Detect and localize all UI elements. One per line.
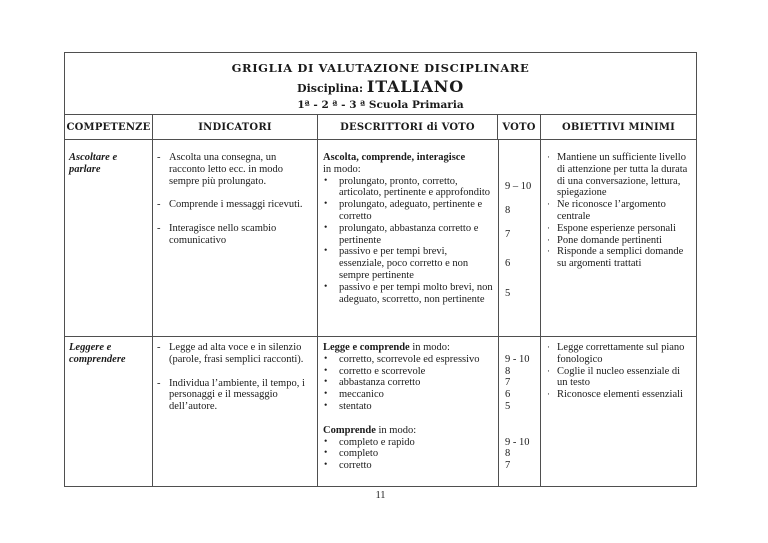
descrittore-row bbox=[318, 389, 540, 401]
descrittore-text: abbastanza corretto bbox=[339, 377, 421, 389]
round-bullet-icon: • bbox=[324, 377, 328, 388]
descrittore-row bbox=[318, 282, 540, 306]
voto-value bbox=[498, 366, 540, 378]
descrittore-bullet bbox=[323, 437, 494, 449]
descrittore-text: stentato bbox=[339, 400, 372, 412]
voto-text: 9 – 10 bbox=[505, 181, 532, 193]
descrittori-group-header bbox=[318, 140, 540, 176]
table-title-block bbox=[65, 53, 696, 114]
column-header-descrittori: DESCRITTORI di VOTO bbox=[318, 115, 498, 139]
round-bullet-icon: • bbox=[324, 246, 328, 257]
round-bullet-icon: • bbox=[324, 460, 328, 471]
voto-value bbox=[498, 223, 540, 247]
indicatore-item bbox=[157, 152, 313, 187]
descrittori-intro-bold: Ascolta, comprende, interagisce bbox=[323, 152, 466, 163]
descrittore-text: completo bbox=[339, 448, 379, 460]
indicatore-item bbox=[157, 342, 313, 366]
obiettivo-text: Riconosce elementi essenziali bbox=[557, 389, 683, 401]
round-bullet-icon: • bbox=[324, 400, 328, 411]
indicatore-text: Individua l’ambiente, il tempo, i personaggi e il messaggio dell’autore. bbox=[169, 377, 305, 413]
descrittore-bullet bbox=[323, 460, 494, 472]
descrittori-intro bbox=[318, 140, 498, 176]
voto-text: 7 bbox=[505, 228, 511, 240]
voto-text: 7 bbox=[505, 377, 511, 389]
dot-bullet-icon: · bbox=[547, 342, 550, 352]
descrittore-row bbox=[318, 199, 540, 223]
column-header-indicatori: INDICATORI bbox=[153, 115, 318, 139]
descrittore-bullet bbox=[323, 199, 494, 223]
descrittore-row bbox=[318, 176, 540, 200]
voto-text: 5 bbox=[505, 287, 511, 299]
cell-obiettivi bbox=[541, 337, 696, 487]
voto-text: 7 bbox=[505, 460, 511, 472]
column-header-row bbox=[65, 114, 696, 140]
descrittore-cell bbox=[318, 401, 498, 413]
indicatore-item bbox=[157, 199, 313, 211]
voto-text: 8 bbox=[505, 448, 511, 460]
voto-value bbox=[498, 401, 540, 413]
voto-value bbox=[498, 354, 540, 366]
descrittore-bullet bbox=[323, 389, 494, 401]
filler-text bbox=[318, 472, 498, 487]
competenza-label: Leggere e comprendere bbox=[69, 342, 126, 365]
discipline-label: Disciplina: bbox=[297, 82, 364, 95]
round-bullet-icon: • bbox=[324, 448, 328, 459]
obiettivo-item bbox=[545, 366, 692, 390]
filler-vote bbox=[498, 472, 540, 487]
dash-bullet-icon: - bbox=[157, 223, 161, 235]
discipline-line bbox=[65, 78, 696, 98]
descrittore-bullet bbox=[323, 354, 494, 366]
obiettivo-item bbox=[545, 342, 692, 366]
descrittore-row bbox=[318, 437, 540, 449]
descrittore-text: corretto bbox=[339, 460, 372, 472]
valutazione-table bbox=[64, 52, 697, 487]
voto-empty bbox=[498, 425, 540, 437]
spacer bbox=[323, 413, 494, 425]
descrittore-cell bbox=[318, 199, 498, 223]
obiettivo-text: Espone esperienze personali bbox=[557, 222, 676, 234]
descrittori-group-header bbox=[318, 337, 540, 354]
voto-value bbox=[498, 377, 540, 389]
descrittore-row bbox=[318, 246, 540, 281]
indicatore-item bbox=[157, 378, 313, 413]
spacer-text bbox=[318, 413, 498, 425]
cell-competenza bbox=[65, 140, 153, 336]
descrittori-group-spacer bbox=[318, 413, 540, 425]
filler-vote bbox=[498, 305, 540, 336]
descrittore-text: passivo e per tempi brevi, essenziale, poco corretto e non sempre pertinente bbox=[339, 246, 469, 281]
cell-obiettivi bbox=[541, 140, 696, 336]
voto-value bbox=[498, 460, 540, 472]
round-bullet-icon: • bbox=[324, 389, 328, 400]
descrittori-intro-rest: in modo: bbox=[323, 163, 361, 175]
descrittore-cell bbox=[318, 246, 498, 281]
descrittore-row bbox=[318, 401, 540, 413]
descrittori-intro-bold: Comprende bbox=[323, 424, 376, 436]
dash-bullet-icon: - bbox=[157, 199, 161, 211]
indicatore-text: Ascolta una consegna, un racconto letto ecc. in modo sempre più prolungato. bbox=[169, 152, 283, 187]
voto-value bbox=[498, 437, 540, 449]
descrittore-bullet bbox=[323, 401, 494, 413]
dot-bullet-icon: · bbox=[547, 234, 550, 245]
dot-bullet-icon: · bbox=[547, 152, 550, 162]
voto-text: 6 bbox=[505, 258, 511, 270]
round-bullet-icon: • bbox=[324, 353, 328, 364]
cell-descrittori-voto bbox=[318, 337, 541, 487]
obiettivo-text: Risponde a semplici domande su argomenti trattati bbox=[557, 246, 684, 270]
table-row bbox=[65, 140, 696, 336]
competenza-label: Ascoltare e parlare bbox=[69, 152, 118, 175]
page-number: 11 bbox=[375, 490, 386, 501]
round-bullet-icon: • bbox=[324, 436, 328, 447]
obiettivo-item bbox=[545, 199, 692, 223]
grade-line: 1ª - 2 ª - 3 ª Scuola Primaria bbox=[297, 99, 464, 111]
descrittore-cell bbox=[318, 460, 498, 472]
obiettivo-text: Coglie il nucleo essenziale di un testo bbox=[557, 365, 681, 389]
obiettivo-item bbox=[545, 223, 692, 235]
descrittore-text: prolungato, adeguato, pertinente e corretto bbox=[339, 199, 483, 222]
descrittore-row bbox=[318, 448, 540, 460]
descrittori-intro-rest: in modo: bbox=[409, 342, 450, 353]
column-header-competenze: COMPETENZE bbox=[65, 115, 153, 139]
document-title: GRIGLIA DI VALUTAZIONE DISCIPLINARE bbox=[231, 61, 530, 75]
descrittore-bullet bbox=[323, 366, 494, 378]
obiettivo-text: Ne riconosce l’argomento centrale bbox=[557, 199, 666, 222]
dot-bullet-icon: · bbox=[547, 199, 550, 210]
obiettivo-text: Mantiene un sufficiente livello di attenzione per tutta la durata di una conversazione, lettura, spiegazione bbox=[557, 152, 688, 199]
descrittore-cell bbox=[318, 354, 498, 366]
descrittore-bullet bbox=[323, 377, 494, 389]
descrittore-bullet bbox=[323, 223, 494, 247]
descrittore-bullet bbox=[323, 448, 494, 460]
round-bullet-icon: • bbox=[324, 199, 328, 210]
voto-empty bbox=[498, 337, 540, 354]
descrittore-text: meccanico bbox=[339, 389, 384, 401]
obiettivo-item bbox=[545, 389, 692, 401]
descrittore-row bbox=[318, 460, 540, 472]
descrittore-cell bbox=[318, 448, 498, 460]
dash-bullet-icon: - bbox=[157, 377, 161, 389]
cell-competenza bbox=[65, 337, 153, 487]
voto-text: 9 - 10 bbox=[505, 353, 530, 365]
cell-indicatori bbox=[153, 140, 318, 336]
voto-value bbox=[498, 246, 540, 281]
dash-bullet-icon: - bbox=[157, 342, 161, 353]
descrittore-row bbox=[318, 377, 540, 389]
cell-indicatori bbox=[153, 337, 318, 487]
obiettivo-text: Legge correttamente sul piano fonologico bbox=[557, 342, 685, 365]
descrittore-cell bbox=[318, 366, 498, 378]
dot-bullet-icon: · bbox=[547, 222, 550, 233]
spacer-vote bbox=[498, 413, 540, 425]
descrittore-cell bbox=[318, 223, 498, 247]
descrittore-text: passivo e per tempi molto brevi, non adeguato, scorretto, non pertinente bbox=[339, 281, 493, 305]
round-bullet-icon: • bbox=[324, 365, 328, 376]
voto-value bbox=[498, 448, 540, 460]
round-bullet-icon: • bbox=[324, 175, 328, 186]
voto-text: 5 bbox=[505, 400, 511, 412]
voto-value bbox=[498, 282, 540, 306]
voto-text: 9 - 10 bbox=[505, 436, 530, 448]
column-header-obiettivi: OBIETTIVI MINIMI bbox=[561, 121, 676, 133]
descrittore-text: prolungato, pronto, corretto, articolato, pertinente e approfondito bbox=[339, 175, 491, 199]
voto-text: 6 bbox=[505, 389, 511, 401]
obiettivo-text: Pone domande pertinenti bbox=[557, 234, 662, 246]
dot-bullet-icon: · bbox=[547, 365, 550, 376]
descrittore-cell bbox=[318, 282, 498, 306]
round-bullet-icon: • bbox=[324, 281, 328, 292]
descrittore-bullet bbox=[323, 176, 494, 200]
descrittori-intro bbox=[318, 425, 498, 437]
descrittori-intro bbox=[318, 337, 498, 354]
voto-value bbox=[498, 389, 540, 401]
dot-bullet-icon: · bbox=[547, 246, 550, 257]
indicatore-text: Comprende i messaggi ricevuti. bbox=[169, 199, 303, 211]
filler-text bbox=[318, 305, 498, 336]
column-header-voto: VOTO bbox=[498, 115, 541, 139]
descrittore-row bbox=[318, 354, 540, 366]
indicatore-text: Legge ad alta voce e in silenzio (parole, frasi semplici racconti). bbox=[169, 342, 304, 365]
descrittori-intro-rest: in modo: bbox=[375, 424, 417, 436]
descrittori-intro-bold: Legge e comprende bbox=[323, 342, 410, 353]
cell-descrittori-voto bbox=[318, 140, 541, 336]
descrittore-text: completo e rapido bbox=[339, 436, 415, 448]
voto-empty bbox=[498, 140, 540, 176]
descrittore-cell bbox=[318, 437, 498, 449]
descrittore-row bbox=[318, 366, 540, 378]
obiettivo-item bbox=[545, 246, 692, 270]
descrittore-cell bbox=[318, 176, 498, 200]
descrittore-text: corretto e scorrevole bbox=[339, 365, 426, 377]
obiettivo-item bbox=[545, 235, 692, 247]
round-bullet-icon: • bbox=[324, 222, 328, 233]
descrittore-row bbox=[318, 223, 540, 247]
descrittore-cell bbox=[318, 389, 498, 401]
descrittore-bullet bbox=[323, 246, 494, 281]
voto-value bbox=[498, 176, 540, 200]
descrittore-text: corretto, scorrevole ed espressivo bbox=[339, 353, 480, 365]
indicatore-text: Interagisce nello scambio comunicativo bbox=[169, 223, 277, 246]
table-body bbox=[65, 140, 696, 487]
descrittore-bullet bbox=[323, 282, 494, 306]
discipline-value: ITALIANO bbox=[366, 77, 464, 96]
descrittore-text: prolungato, abbastanza corretto e pertinente bbox=[339, 222, 479, 246]
table-row bbox=[65, 336, 696, 487]
dash-bullet-icon: - bbox=[157, 152, 161, 163]
obiettivo-item bbox=[545, 152, 692, 199]
voto-value bbox=[498, 199, 540, 223]
dot-bullet-icon: · bbox=[547, 389, 550, 400]
descrittore-cell bbox=[318, 377, 498, 389]
descrittori-filler bbox=[318, 305, 540, 336]
descrittori-group-header bbox=[318, 425, 540, 437]
voto-text: 8 bbox=[505, 205, 511, 217]
indicatore-item bbox=[157, 223, 313, 247]
voto-text: 8 bbox=[505, 365, 511, 377]
descrittori-filler bbox=[318, 472, 540, 487]
